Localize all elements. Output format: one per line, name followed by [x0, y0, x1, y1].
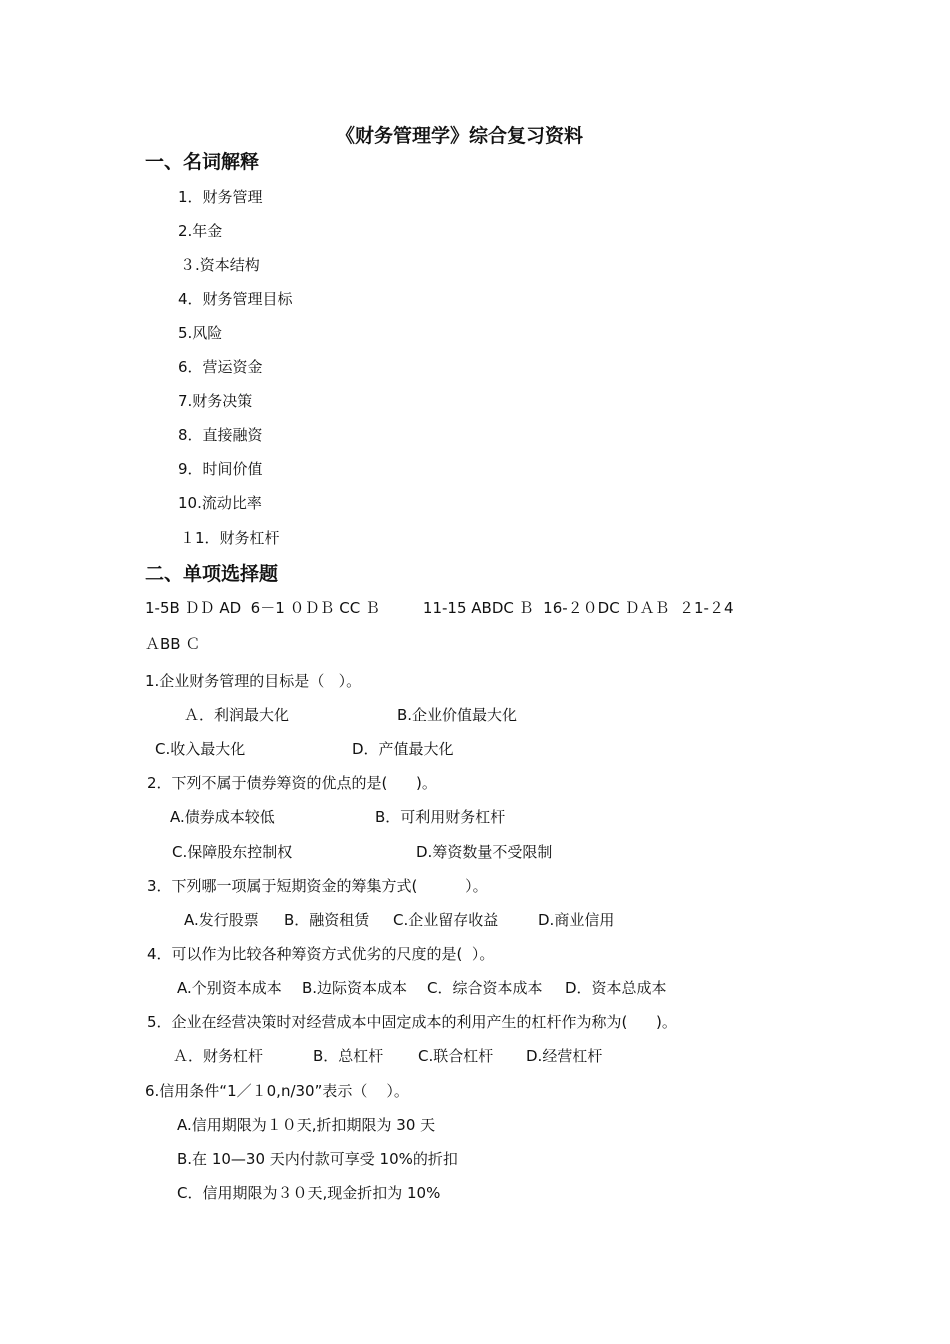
term-item: ３.资本结构 [180, 256, 260, 274]
question-option: C.企业留存收益 [393, 911, 499, 929]
question-stem: 1.企业财务管理的目标是（ ）。 [145, 672, 362, 690]
question-stem: 2．下列不属于债券筹资的优点的是( )。 [147, 774, 437, 792]
question-option: B．总杠杆 [313, 1047, 384, 1065]
question-option: B．融资租赁 [284, 911, 370, 929]
question-option: A.信用期限为１０天,折扣期限为 30 天 [177, 1116, 436, 1134]
question-option: B．可利用财务杠杆 [375, 808, 506, 826]
question-option: D．资本总成本 [565, 979, 667, 997]
term-item: 4．财务管理目标 [178, 290, 293, 308]
term-item: 9．时间价值 [178, 460, 263, 478]
term-item: 2.年金 [178, 222, 223, 240]
question-option: D.商业信用 [538, 911, 615, 929]
question-option: D.筹资数量不受限制 [416, 843, 553, 861]
term-item: 6．营运资金 [178, 358, 263, 376]
question-option: A.个别资本成本 [177, 979, 282, 997]
question-option: A.发行股票 [184, 911, 259, 929]
term-item: 5.风险 [178, 324, 223, 342]
question-option: A.债券成本较低 [170, 808, 275, 826]
answer-key-line: 1-5B ＤＤ AD 6－1 ０ＤＢ CC Ｂ 11-15 ABDC Ｂ 16-２０DC ＤＡＢ ２1-２4 [145, 599, 734, 617]
section-heading-terms: 一、名词解释 [145, 151, 260, 173]
term-item: 7.财务决策 [178, 392, 253, 410]
term-item: 1．财务管理 [178, 188, 263, 206]
question-option: Ａ．财务杠杆 [173, 1047, 264, 1065]
question-option: C.保障股东控制权 [172, 843, 293, 861]
question-stem: 5．企业在经营决策时对经营成本中固定成本的利用产生的杠杆作为称为( )。 [147, 1013, 677, 1031]
answer-key-line: ＡBB Ｃ [145, 635, 201, 653]
question-option: D．产值最大化 [352, 740, 454, 758]
term-item: １1．财务杠杆 [180, 529, 280, 547]
term-item: 8．直接融资 [178, 426, 263, 444]
question-option: B.边际资本成本 [302, 979, 408, 997]
section-heading-single-choice: 二、单项选择题 [145, 563, 279, 585]
question-option: C．综合资本成本 [427, 979, 543, 997]
question-option: B.企业价值最大化 [397, 706, 518, 724]
document-title: 《财务管理学》综合复习资料 [336, 125, 584, 147]
term-item: 10.流动比率 [178, 494, 262, 512]
question-option: C．信用期限为３０天,现金折扣为 10% [177, 1184, 441, 1202]
question-option: Ａ．利润最大化 [184, 706, 290, 724]
question-option: D.经营杠杆 [526, 1047, 603, 1065]
question-option: B.在 10—30 天内付款可享受 10%的折扣 [177, 1150, 458, 1168]
question-option: C.收入最大化 [155, 740, 246, 758]
question-option: C.联合杠杆 [418, 1047, 494, 1065]
question-stem: 3．下列哪一项属于短期资金的筹集方式( ）。 [147, 877, 488, 895]
question-stem: 6.信用条件“1／１0,n/30”表示（ ）。 [145, 1082, 409, 1100]
question-stem: 4．可以作为比较各种筹资方式优劣的尺度的是( ）。 [147, 945, 495, 963]
